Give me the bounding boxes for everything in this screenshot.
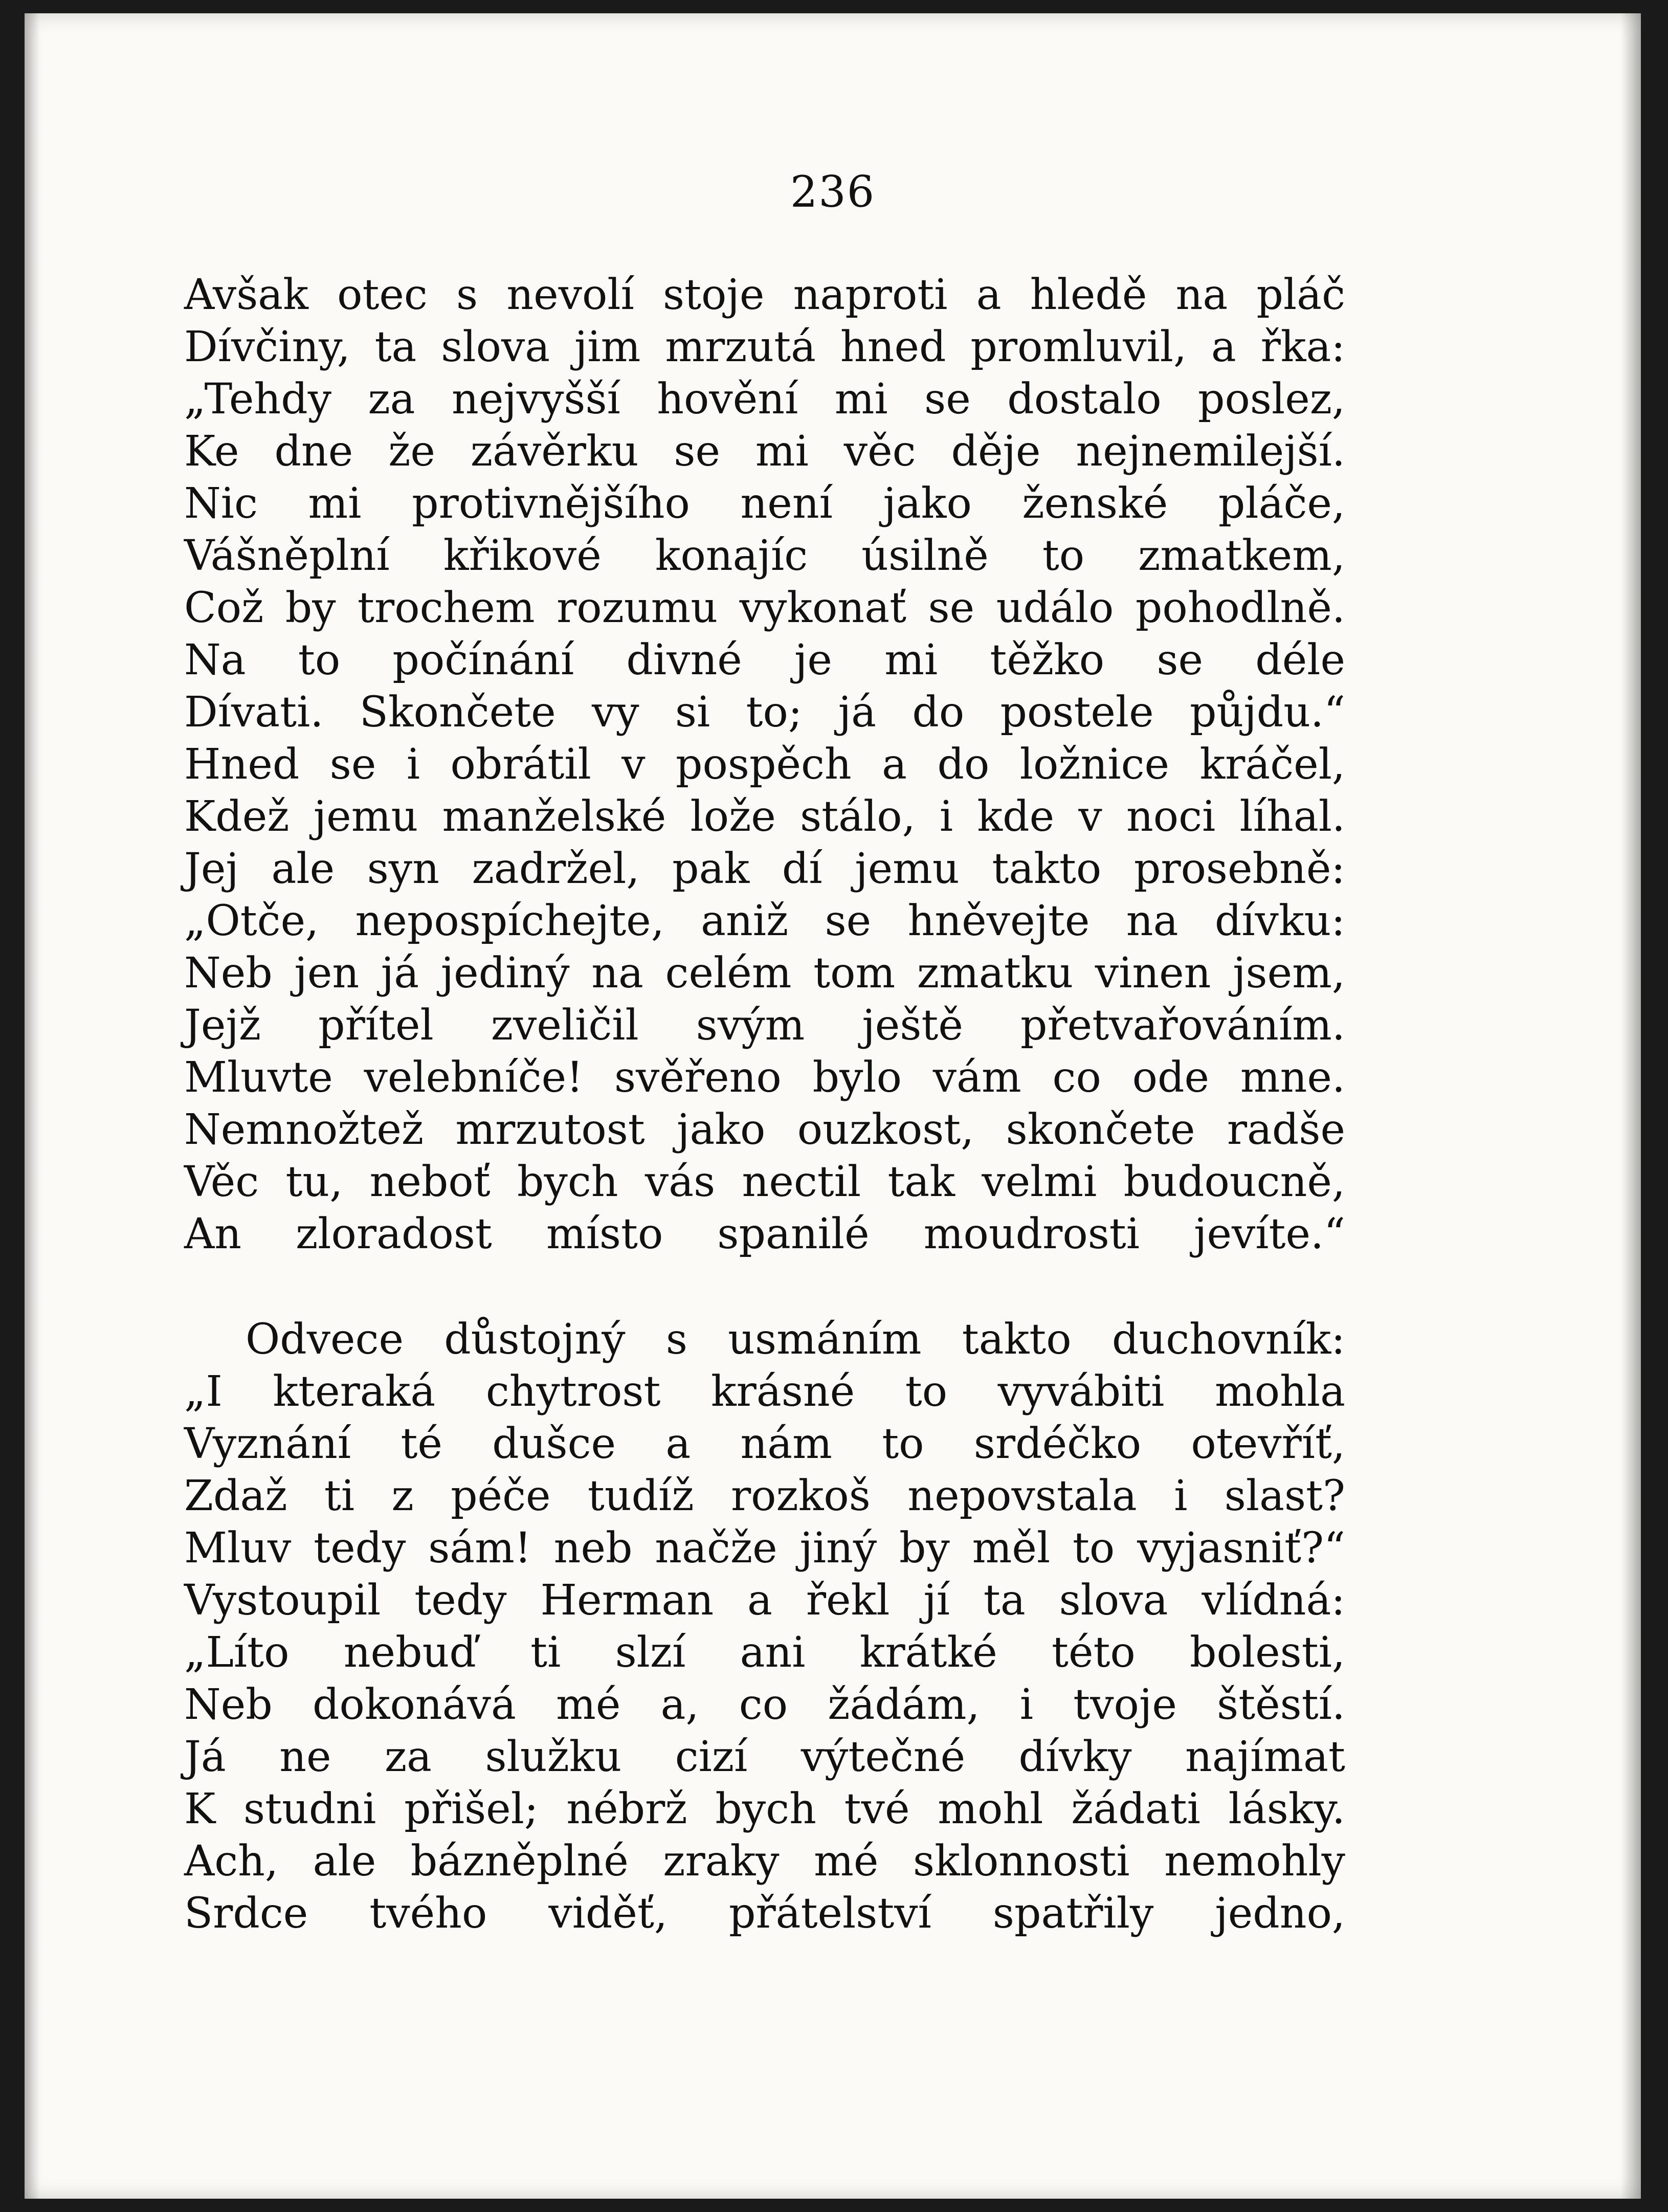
verse-line: Na to počínání divné je mi těžko se déle	[184, 636, 1345, 684]
verse-line: Jej ale syn zadržel, pak dí jemu takto prosebně:	[184, 845, 1345, 893]
verse-line: „Otče, nepospíchejte, aniž se hněvejte na dívku:	[184, 897, 1345, 945]
verse-line: „Líto nebuď ti slzí ani krátké této bolesti,	[184, 1628, 1345, 1677]
verse-line: An zloradost místo spanilé moudrosti jevíte.“	[184, 1210, 1345, 1258]
verse-line: Dívčiny, ta slova jim mrzutá hned promluvil, a řka:	[184, 323, 1345, 371]
book-page	[25, 13, 1641, 2199]
page-shadow-left	[25, 13, 40, 2199]
verse-line: „Tehdy za nejvyšší hovění mi se dostalo poslez,	[184, 375, 1345, 424]
verse-line: Což by trochem rozumu vykonať se událo pohodlně.	[184, 584, 1345, 632]
verse-line: „I kteraká chytrost krásné to vyvábiti mohla	[184, 1367, 1345, 1416]
page-shadow-right	[1620, 13, 1641, 2199]
verse-line: Neb dokonává mé a, co žádám, i tvoje štěstí.	[184, 1680, 1345, 1729]
verse-line: Zdaž ti z péče tudíž rozkoš nepovstala i slast?	[184, 1472, 1345, 1520]
verse-line: Věc tu, neboť bych vás nectil tak velmi budoucně,	[184, 1158, 1345, 1206]
verse-line: Vyznání té dušce a nám to srdéčko otevříť,	[184, 1420, 1345, 1468]
verse-line: Hned se i obrátil v pospěch a do ložnice kráčel,	[184, 740, 1345, 789]
verse-line: Dívati. Skončete vy si to; já do postele půjdu.“	[184, 688, 1345, 737]
stanza-1	[184, 269, 1565, 1260]
verse-line: K studni přišel; nébrž bych tvé mohl žádati lásky.	[184, 1785, 1345, 1833]
stanza-2	[184, 1314, 1565, 1940]
verse-line: Vystoupil tedy Herman a řekl jí ta slova vlídná:	[184, 1576, 1345, 1625]
verse-line: Ach, ale bázněplné zraky mé sklonnosti nemohly	[184, 1837, 1345, 1886]
verse-line: Nic mi protivnějšího není jako ženské pláče,	[184, 479, 1345, 528]
verse-line: Já ne za služku cizí výtečné dívky najímat	[184, 1733, 1345, 1781]
verse-line: Jejž přítel zveličil svým ještě přetvařováním.	[184, 1001, 1345, 1050]
verse-line: Neb jen já jediný na celém tom zmatku vinen jsem,	[184, 949, 1345, 998]
verse-line: Kdež jemu manželské lože stálo, i kde v noci líhal.	[184, 792, 1345, 841]
verse-line: Ke dne že závěrku se mi věc děje nejnemilejší.	[184, 427, 1345, 476]
poem-text	[184, 269, 1565, 1940]
verse-line: Avšak otec s nevolí stoje naproti a hledě na pláč	[184, 271, 1345, 319]
verse-line: Mluvte velebníče! svěřeno bylo vám co ode mne.	[184, 1053, 1345, 1102]
verse-line: Vášněplní křikové konajíc úsilně to zmatkem,	[184, 532, 1345, 580]
verse-line: Srdce tvého viděť, přátelství spatřily jedno,	[184, 1889, 1345, 1938]
verse-line: Mluv tedy sám! neb načže jiný by měl to vyjasniť?“	[184, 1524, 1345, 1573]
verse-line: Odvece důstojný s usmáním takto duchovník:	[246, 1315, 1345, 1364]
verse-line: Nemnožtež mrzutost jako ouzkost, skončete radše	[184, 1105, 1345, 1154]
page-number: 236	[790, 167, 876, 217]
